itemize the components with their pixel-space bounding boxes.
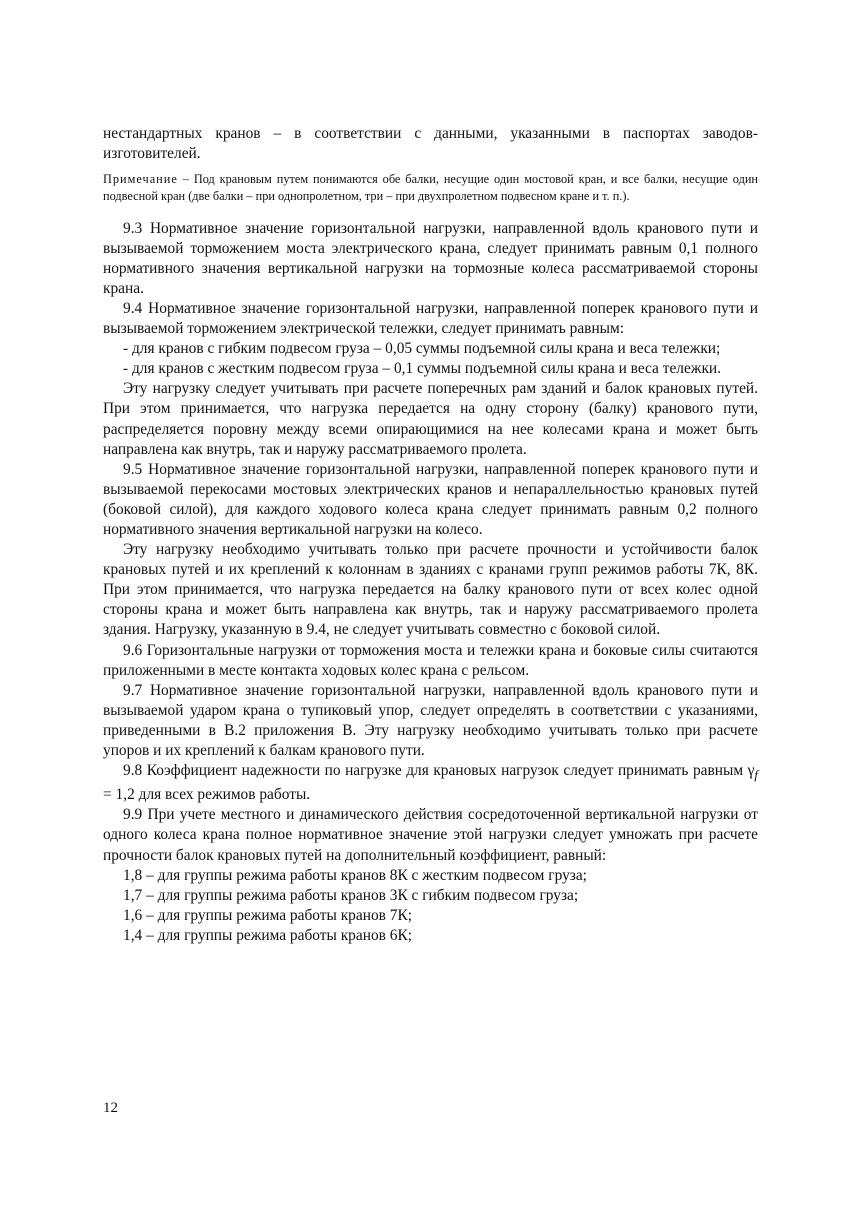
- paragraph-9-6: 9.6 Горизонтальные нагрузки от торможения моста и тележки крана и боковые силы считаются приложенными в месте контакта ходовых колес крана с рельсом.: [103, 641, 758, 679]
- note-text: – Под крановым путем понимаются обе балки, несущие один мостовой кран, и все балки, несущие один подвесной кран (две балки – при однопролетном, три – при двухпролетном подвесном кране и т. п.).: [103, 172, 758, 204]
- paragraph-9-4-item-2: - для кранов с жестким подвесом груза – 0,1 суммы подъемной силы крана и веса тележки.: [123, 360, 722, 378]
- gamma-symbol: γ: [747, 762, 755, 780]
- paragraph-9-5-text: Эту нагрузку необходимо учитывать только при расчете прочности и устойчивости балок крановых путей и их креплений к колоннам в зданиях с кранами групп режимов работы 7К, 8К. При этом принимается, что нагрузка передается на балку кранового пути от всех колес одной стороны крана и может быть направлена как внутрь, так и наружу рассматриваемого пролета здания. Нагрузку, указанную в 9.4, не следует учитывать совместно с боковой силой.: [103, 541, 758, 639]
- paragraph-9-4: 9.4 Нормативное значение горизонтальной нагрузки, направленной поперек кранового пути и вызываемой торможением электрической тележки, следует принимать равным:: [103, 299, 758, 338]
- paragraph-9-4-item-1: - для кранов с гибким подвесом груза – 0,05 суммы подъемной силы крана и веса тележки;: [123, 340, 721, 358]
- coefficient-item: 1,8 – для группы режима работы кранов 8К с жестким подвесом груза;: [123, 866, 587, 884]
- paragraph-9-9: 9.9 При учете местного и динамического действия сосредоточенной вертикальной нагрузки от одного колеса крана полное нормативное значение этой нагрузки следует умножать при расчете прочности балок крановых путей на дополнительный коэффициент, равный:: [103, 806, 758, 864]
- coefficient-item: 1,6 – для группы режима работы кранов 7К;: [123, 906, 412, 924]
- top-fragment: нестандартных кранов – в соответствии с данными, указанными в паспортах заводов-изготовителей.: [103, 125, 758, 163]
- note: [103, 171, 758, 205]
- paragraph-9-4-text: Эту нагрузку следует учитывать при расчете поперечных рам зданий и балок крановых путей. При этом принимается, что нагрузка передается на одну сторону (балку) кранового пути, распределяется поровну между всеми опирающимися на нее колесами крана и может быть направлена как внутрь, так и наружу рассматриваемого пролета.: [103, 380, 758, 458]
- note-label: Примечание: [103, 172, 178, 187]
- paragraph-9-8-post: = 1,2 для всех режимов работы.: [103, 786, 311, 804]
- gamma-subscript: f: [754, 768, 758, 783]
- page-number: 12: [103, 1100, 118, 1116]
- coefficient-item: 1,4 – для группы режима работы кранов 6К;: [123, 926, 412, 944]
- paragraph-9-3: 9.3 Нормативное значение горизонтальной нагрузки, направленной вдоль кранового пути и вызываемой торможением моста электрического крана, следует принимать равным 0,1 полного нормативного значения вертикальной нагрузки на тормозные колеса рассматриваемой стороны крана.: [103, 219, 758, 297]
- paragraph-9-5: 9.5 Нормативное значение горизонтальной нагрузки, направленной поперек кранового пути и вызываемой перекосами мостовых электрических кранов и непараллельностью крановых путей (боковой силой), для каждого ходового колеса крана следует принимать равным 0,2 полного нормативного значения вертикальной нагрузки на колесо.: [103, 460, 758, 538]
- coefficient-item: 1,7 – для группы режима работы кранов 3К с гибким подвесом груза;: [123, 886, 579, 904]
- paragraph-9-7: 9.7 Нормативное значение горизонтальной нагрузки, направленной вдоль кранового пути и вызываемой ударом крана о тупиковый упор, следует определять в соответствии с указаниями, приведенными в В.2 приложения В. Эту нагрузку необходимо учитывать только при расчете упоров и их креплений к балкам кранового пути.: [103, 681, 758, 760]
- paragraph-9-8-pre: 9.8 Коэффициент надежности по нагрузке для крановых нагрузок следует принимать равным: [123, 762, 748, 780]
- paragraph-9-8: [103, 761, 758, 805]
- document-body: [103, 124, 758, 946]
